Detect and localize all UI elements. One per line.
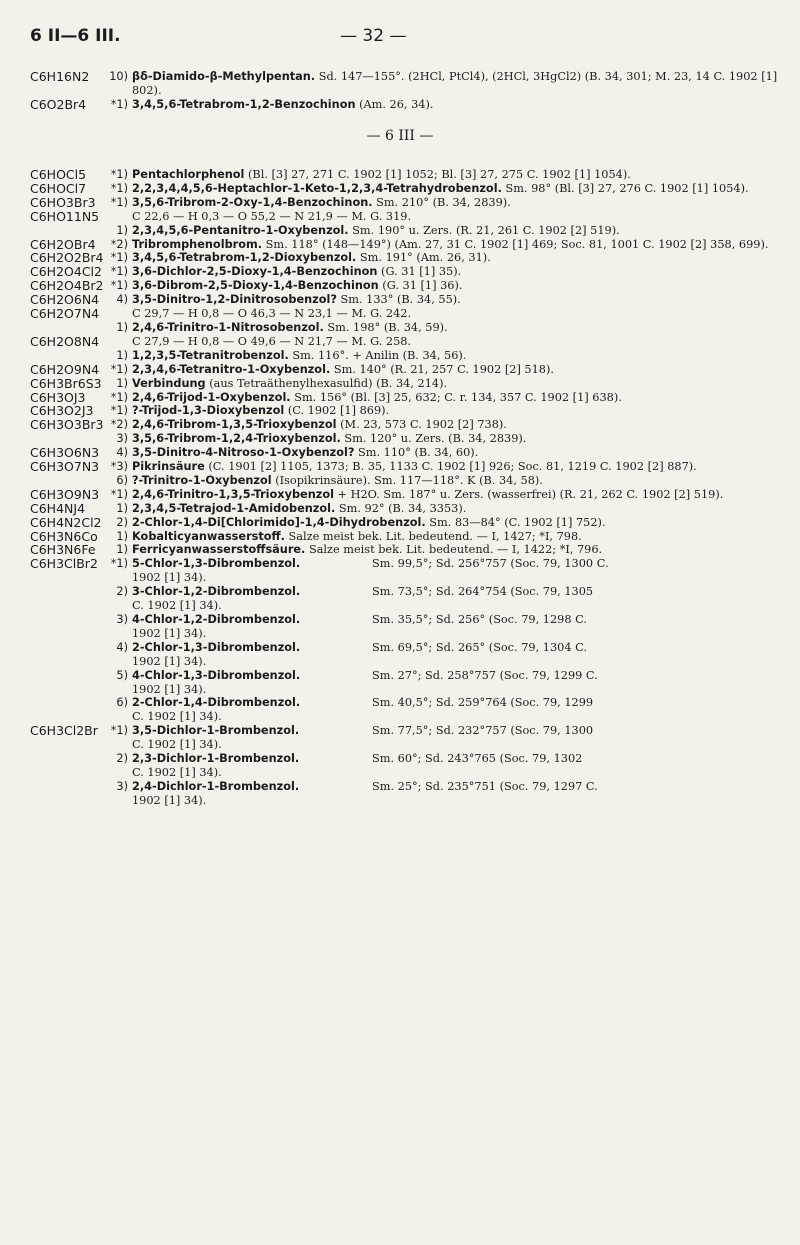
item-number: *1) xyxy=(110,251,128,265)
compound-reference: C. 1902 [1] 34). xyxy=(132,765,222,779)
compound-details: Sm. 110° (B. 34, 60). xyxy=(354,446,479,460)
item-number: 4) xyxy=(116,293,128,307)
compound-details: Sm. 116°. + Anilin (B. 34, 56). xyxy=(288,348,467,362)
formula-entry xyxy=(30,530,780,544)
compound-item xyxy=(106,182,780,196)
compound-details: Salze meist bek. Lit. bedeutend. — I, 1427; *I, 798. xyxy=(284,529,582,543)
compound-list xyxy=(106,530,780,544)
formula-entry xyxy=(30,293,780,307)
item-number: 2) xyxy=(116,515,128,529)
compound-item xyxy=(106,98,780,112)
compound-item xyxy=(106,641,780,669)
formula-entry xyxy=(30,557,780,724)
item-number: *1) xyxy=(110,168,128,181)
compound-list xyxy=(106,724,780,807)
compound-item xyxy=(106,279,780,293)
compound-list xyxy=(106,543,780,557)
item-number: 2) xyxy=(116,585,128,599)
formula-entry xyxy=(30,279,780,293)
compound-list xyxy=(106,182,780,196)
item-text xyxy=(132,251,780,265)
compound-details: Sm. 92° (B. 34, 3353). xyxy=(335,501,467,515)
formula-label: C6H3ClBr2 xyxy=(30,556,98,572)
compound-list xyxy=(106,196,780,210)
compound-item xyxy=(106,724,780,752)
compound-details: Sd. 147—155°. (2HCl, PtCl4), (2HCl, 3HgCl2) (B. 34, 301; M. 23, 14 C. 1902 [1] 802). xyxy=(132,70,778,97)
compound-name: 3,4,5,6-Tetrabrom-1,2-Benzochinon xyxy=(132,97,356,111)
compound-name: 2-Chlor-1,4-Di[Chlorimido]-1,4-Dihydrobenzol. xyxy=(132,515,426,529)
compound-details: C 29,7 — H 0,8 — O 46,3 — N 23,1 — M. G. 242. xyxy=(132,307,412,321)
item-text xyxy=(132,224,780,238)
compound-item xyxy=(106,613,780,641)
item-text xyxy=(132,474,780,488)
compound-details: + H2O. Sm. 187° u. Zers. (wasserfrei) (R. 21, 262 C. 1902 [2] 519). xyxy=(333,487,724,501)
formula-label: C6H4N2Cl2 xyxy=(30,514,102,530)
item-text xyxy=(132,460,780,474)
compound-item xyxy=(106,488,780,502)
compound-list xyxy=(106,488,780,502)
page-section-range: 6 II—6 III. xyxy=(30,26,121,46)
compound-reference: C. 1902 [1] 34). xyxy=(132,738,222,752)
item-number: *1) xyxy=(110,279,128,293)
formula-entry xyxy=(30,335,780,363)
compound-details: (Bl. [3] 27, 271 C. 1902 [1] 1052; Bl. [3] 27, 275 C. 1902 [1] 1054). xyxy=(244,168,631,181)
formula-entry xyxy=(30,182,780,196)
compound-name: 3,6-Dibrom-2,5-Dioxy-1,4-Benzochinon xyxy=(132,279,379,293)
compound-name: 2-Chlor-1,3-Dibrombenzol. xyxy=(132,640,301,654)
item-number: 1) xyxy=(116,348,128,362)
compound-details: Sm. 133° (B. 34, 55). xyxy=(336,293,461,307)
formula-label: C6H16N2 xyxy=(30,69,90,84)
formula-entry xyxy=(30,168,780,182)
compound-list xyxy=(106,391,780,405)
item-text xyxy=(132,363,780,377)
compound-name: ?-Trijod-1,3-Dioxybenzol xyxy=(132,404,285,418)
compound-details: Salze meist bek. Lit. bedeutend. — I, 1422; *I, 796. xyxy=(305,543,603,557)
compound-name: 2,3,4,5,6-Pentanitro-1-Oxybenzol. xyxy=(132,223,349,237)
compound-item xyxy=(106,363,780,377)
item-text xyxy=(132,210,780,224)
compound-details: Sm. 156° (Bl. [3] 25, 632; C. r. 134, 357 C. 1902 [1] 638). xyxy=(290,390,622,404)
compound-list xyxy=(106,279,780,293)
compound-name: Verbindung xyxy=(132,376,206,390)
compound-reference: C. 1902 [1] 34). xyxy=(132,599,222,613)
formula-label: C6H2O9N4 xyxy=(30,361,100,377)
compound-item xyxy=(106,307,780,321)
item-number: 6) xyxy=(116,473,128,487)
compound-name: 3,5,6-Tribrom-2-Oxy-1,4-Benzochinon. xyxy=(132,195,373,209)
compound-item xyxy=(106,321,780,335)
compound-list xyxy=(106,168,780,182)
formula-label: C6O2Br4 xyxy=(30,96,87,112)
compound-name: Kobalticyanwasserstoff. xyxy=(132,529,285,543)
formula-label: C6H4NJ4 xyxy=(30,500,86,516)
item-number: *1) xyxy=(110,390,128,404)
compound-name: 3,5,6-Tribrom-1,2,4-Trioxybenzol. xyxy=(132,432,341,446)
item-number: *1) xyxy=(110,195,128,209)
item-text xyxy=(132,70,780,98)
compound-item xyxy=(106,251,780,265)
compound-list xyxy=(106,70,780,98)
compound-item xyxy=(106,446,780,460)
page-header xyxy=(30,26,760,56)
item-text xyxy=(132,585,780,613)
item-number: 1) xyxy=(116,543,128,557)
item-text xyxy=(132,335,780,349)
formula-entry xyxy=(30,377,780,391)
formula-entry xyxy=(30,363,780,377)
compound-name: Ferricyanwasserstoffsäure. xyxy=(132,543,306,557)
main-entries xyxy=(30,168,780,808)
item-number: *2) xyxy=(110,418,128,432)
compound-name: 2,4,6-Trijod-1-Oxybenzol. xyxy=(132,390,291,404)
compound-list xyxy=(106,377,780,391)
compound-reference: 1902 [1] 34). xyxy=(132,682,207,696)
formula-entry xyxy=(30,391,780,405)
compound-list xyxy=(106,502,780,516)
formula-label: C6H3Cl2Br xyxy=(30,723,98,739)
compound-item xyxy=(106,196,780,210)
compound-reference: 1902 [1] 34). xyxy=(132,626,207,640)
compound-name: 2,4-Dichlor-1-Brombenzol. xyxy=(132,779,300,793)
compound-name: Pikrinsäure xyxy=(132,460,205,474)
compound-item xyxy=(106,391,780,405)
compound-item xyxy=(106,265,780,279)
compound-reference: 1902 [1] 34). xyxy=(132,793,207,807)
item-number: 1) xyxy=(116,223,128,237)
compound-data: Sm. 73,5°; Sd. 264°754 (Soc. 79, 1305 xyxy=(372,585,594,599)
page-number: — 32 — xyxy=(340,26,407,46)
compound-name: ?-Trinitro-1-Oxybenzol xyxy=(132,473,272,487)
compound-list xyxy=(106,363,780,377)
compound-name: Tribromphenolbrom. xyxy=(132,237,263,251)
compound-item xyxy=(106,335,780,349)
compound-name: 5-Chlor-1,3-Dibrombenzol. xyxy=(132,557,301,571)
compound-name: 2,4,6-Trinitro-1-Nitrosobenzol. xyxy=(132,320,324,334)
formula-label: C6HOCl5 xyxy=(30,167,87,182)
compound-details: (G. 31 [1] 35). xyxy=(377,265,462,279)
item-text xyxy=(132,502,780,516)
formula-label: C6H2O6N4 xyxy=(30,292,100,308)
top-entries xyxy=(30,70,780,112)
compound-list xyxy=(106,404,780,418)
item-number: 3) xyxy=(116,779,128,793)
compound-item xyxy=(106,404,780,418)
formula-entry xyxy=(30,724,780,807)
item-number xyxy=(106,210,132,224)
compound-item xyxy=(106,168,780,182)
item-number: *1) xyxy=(110,265,128,279)
item-text xyxy=(132,418,780,432)
compound-name: 3,5-Dichlor-1-Brombenzol. xyxy=(132,724,300,738)
item-number: *1) xyxy=(110,724,128,738)
compound-list xyxy=(106,307,780,335)
compound-name: βδ-Diamido-β-Methylpentan. xyxy=(132,70,316,83)
compound-details: Sm. 191° (Am. 26, 31). xyxy=(356,251,491,265)
item-number: 4) xyxy=(116,640,128,654)
formula-entry xyxy=(30,418,780,446)
compound-item xyxy=(106,460,780,474)
compound-details: Sm. 210° (B. 34, 2839). xyxy=(372,195,511,209)
item-number: 4) xyxy=(116,446,128,460)
compound-details: (C. 1902 [1] 869). xyxy=(284,404,390,418)
item-number: 3) xyxy=(116,613,128,626)
formula-label: C6H2O2Br4 xyxy=(30,250,104,266)
item-number: *1) xyxy=(110,181,128,195)
compound-name: 2,4,6-Tribrom-1,3,5-Trioxybenzol xyxy=(132,418,337,432)
compound-item xyxy=(106,502,780,516)
item-number: *1) xyxy=(110,404,128,418)
compound-item xyxy=(106,696,780,724)
compound-list xyxy=(106,238,780,252)
compound-name: 2,3,4,6-Tetranitro-1-Oxybenzol. xyxy=(132,362,331,376)
compound-item xyxy=(106,70,780,98)
compound-reference: C. 1902 [1] 34). xyxy=(132,710,222,724)
compound-name: 2-Chlor-1,4-Dibrombenzol. xyxy=(132,696,301,710)
formula-label: C6H2O7N4 xyxy=(30,306,100,322)
item-text xyxy=(132,516,780,530)
compound-item xyxy=(106,474,780,488)
item-text xyxy=(132,196,780,210)
formula-entry xyxy=(30,98,780,112)
compound-details: Sm. 190° u. Zers. (R. 21, 261 C. 1902 [2] 519). xyxy=(348,223,620,237)
item-number: *2) xyxy=(110,237,128,251)
item-text xyxy=(132,238,780,252)
compound-list xyxy=(106,460,780,488)
compound-data: Sm. 77,5°; Sd. 232°757 (Soc. 79, 1300 xyxy=(372,724,594,738)
formula-entry xyxy=(30,307,780,335)
compound-item xyxy=(106,557,780,585)
compound-reference: 1902 [1] 34). xyxy=(132,571,207,585)
compound-item xyxy=(106,669,780,697)
formula-label: C6HOCl7 xyxy=(30,180,87,196)
compound-details: (C. 1901 [2] 1105, 1373; B. 35, 1133 C. 1902 [1] 926; Soc. 81, 1219 C. 1902 [2] 887). xyxy=(204,460,697,474)
compound-details: Sm. 83—84° (C. 1902 [1] 752). xyxy=(425,515,606,529)
compound-item xyxy=(106,210,780,224)
formula-entry xyxy=(30,265,780,279)
formula-entry xyxy=(30,460,780,488)
item-number: 10) xyxy=(109,70,128,83)
item-number: 1) xyxy=(116,529,128,543)
formula-label: C6HO3Br3 xyxy=(30,194,96,210)
compound-item xyxy=(106,377,780,391)
compound-details: Sm. 120° u. Zers. (B. 34, 2839). xyxy=(340,432,527,446)
compound-name: 2,3-Dichlor-1-Brombenzol. xyxy=(132,752,300,766)
item-number: *1) xyxy=(110,557,128,571)
item-text xyxy=(132,307,780,321)
compound-list xyxy=(106,98,780,112)
compound-details: Sm. 98° (Bl. [3] 27, 276 C. 1902 [1] 1054). xyxy=(501,181,749,195)
item-text xyxy=(132,780,780,808)
formula-label: C6H3Br6S3 xyxy=(30,375,102,391)
compound-data: Sm. 27°; Sd. 258°757 (Soc. 79, 1299 C. xyxy=(372,668,598,682)
item-number: 3) xyxy=(116,432,128,446)
formula-entry xyxy=(30,196,780,210)
formula-entry xyxy=(30,238,780,252)
compound-item xyxy=(106,293,780,307)
formula-entry xyxy=(30,404,780,418)
formula-label: C6H3O7N3 xyxy=(30,459,100,475)
formula-entry xyxy=(30,516,780,530)
compound-item xyxy=(106,530,780,544)
item-text xyxy=(132,279,780,293)
item-text xyxy=(132,557,780,585)
formula-label: C6H2O4Cl2 xyxy=(30,264,102,280)
compound-name: 3,4,5,6-Tetrabrom-1,2-Dioxybenzol. xyxy=(132,251,357,265)
compound-list xyxy=(106,557,780,724)
item-text xyxy=(132,432,780,446)
formula-label: C6H3O3Br3 xyxy=(30,417,104,433)
item-number xyxy=(106,307,132,321)
compound-list xyxy=(106,265,780,279)
formula-label: C6H3OJ3 xyxy=(30,389,86,405)
formula-label: C6H3O9N3 xyxy=(30,486,100,502)
formula-entry xyxy=(30,210,780,238)
formula-entry xyxy=(30,70,780,98)
item-text xyxy=(132,293,780,307)
item-text xyxy=(132,265,780,279)
compound-name: 3,5-Dinitro-4-Nitroso-1-Oxybenzol? xyxy=(132,446,355,460)
item-text xyxy=(132,446,780,460)
compound-name: 2,3,4,5-Tetrajod-1-Amidobenzol. xyxy=(132,501,336,515)
compound-item xyxy=(106,224,780,238)
compound-name: 3,5-Dinitro-1,2-Dinitrosobenzol? xyxy=(132,293,337,307)
formula-label: C6H2OBr4 xyxy=(30,236,96,252)
compound-details: Sm. 118° (148—149°) (Am. 27, 31 C. 1902 [1] 469; Soc. 81, 1001 C. 1902 [2] 358, 699). xyxy=(262,237,769,251)
formula-entry xyxy=(30,543,780,557)
compound-item xyxy=(106,543,780,557)
item-number: 1) xyxy=(116,376,128,390)
item-text xyxy=(132,724,780,752)
compound-list xyxy=(106,516,780,530)
item-text xyxy=(132,349,780,363)
compound-item xyxy=(106,780,780,808)
item-text xyxy=(132,321,780,335)
compound-item xyxy=(106,432,780,446)
compound-name: 3-Chlor-1,2-Dibrombenzol. xyxy=(132,585,301,599)
formula-entry xyxy=(30,251,780,265)
compound-reference: 1902 [1] 34). xyxy=(132,654,207,668)
formula-entry xyxy=(30,502,780,516)
item-number: *1) xyxy=(110,362,128,376)
compound-list xyxy=(106,335,780,363)
compound-details: Sm. 198° (B. 34, 59). xyxy=(323,320,448,334)
compound-details: (G. 31 [1] 36). xyxy=(378,279,463,293)
compound-details: Sm. 140° (R. 21, 257 C. 1902 [2] 518). xyxy=(330,362,554,376)
item-text xyxy=(132,613,780,641)
item-text xyxy=(132,377,780,391)
item-text xyxy=(132,543,780,557)
compound-details: (M. 23, 573 C. 1902 [2] 738). xyxy=(336,418,507,432)
compound-name: 3,6-Dichlor-2,5-Dioxy-1,4-Benzochinon xyxy=(132,265,378,279)
compound-name: 2,4,6-Trinitro-1,3,5-Trioxybenzol xyxy=(132,487,334,501)
formula-entry xyxy=(30,488,780,502)
item-text xyxy=(132,752,780,780)
compound-list xyxy=(106,418,780,446)
formula-label: C6H2O4Br2 xyxy=(30,278,104,294)
formula-label: C6H3N6Co xyxy=(30,528,98,544)
compound-details: C 27,9 — H 0,8 — O 49,6 — N 21,7 — M. G. 258. xyxy=(132,334,412,348)
item-number: *1) xyxy=(110,97,128,111)
item-text xyxy=(132,696,780,724)
compound-data: Sm. 35,5°; Sd. 256° (Soc. 79, 1298 C. xyxy=(372,613,587,626)
item-text xyxy=(132,98,780,112)
compound-item xyxy=(106,418,780,432)
item-number: 1) xyxy=(116,501,128,515)
section-title: — 6 III — xyxy=(366,128,434,144)
compound-data: Sm. 99,5°; Sd. 256°757 (Soc. 79, 1300 C. xyxy=(372,557,609,571)
item-text xyxy=(132,641,780,669)
compound-item xyxy=(106,349,780,363)
compound-list xyxy=(106,210,780,238)
item-number: *3) xyxy=(110,460,128,474)
item-text xyxy=(132,669,780,697)
formula-label: C6H3N6Fe xyxy=(30,542,96,558)
compound-data: Sm. 60°; Sd. 243°765 (Soc. 79, 1302 xyxy=(372,752,583,766)
item-number: 6) xyxy=(116,696,128,710)
compound-data: Sm. 25°; Sd. 235°751 (Soc. 79, 1297 C. xyxy=(372,779,598,793)
item-text xyxy=(132,168,780,182)
compound-item xyxy=(106,238,780,252)
compound-list xyxy=(106,251,780,265)
compound-item xyxy=(106,585,780,613)
item-number xyxy=(106,335,132,349)
item-text xyxy=(132,530,780,544)
compound-name: 1,2,3,5-Tetranitrobenzol. xyxy=(132,348,289,362)
compound-name: 4-Chlor-1,2-Dibrombenzol. xyxy=(132,613,301,626)
item-text xyxy=(132,182,780,196)
item-number: 1) xyxy=(116,320,128,334)
item-number: *1) xyxy=(110,487,128,501)
item-number: 2) xyxy=(116,752,128,766)
compound-data: Sm. 69,5°; Sd. 265° (Soc. 79, 1304 C. xyxy=(372,640,587,654)
formula-entry xyxy=(30,446,780,460)
compound-name: 2,2,3,4,4,5,6-Heptachlor-1-Keto-1,2,3,4-Tetrahydrobenzol. xyxy=(132,181,502,195)
compound-name: Pentachlorphenol xyxy=(132,168,245,181)
compound-item xyxy=(106,516,780,530)
item-number: 5) xyxy=(116,668,128,682)
formula-label: C6H2O8N4 xyxy=(30,333,100,349)
formula-label: C6H3O6N3 xyxy=(30,445,100,461)
compound-name: 4-Chlor-1,3-Dibrombenzol. xyxy=(132,668,301,682)
item-text xyxy=(132,488,780,502)
compound-details: (Am. 26, 34). xyxy=(355,97,434,111)
compound-data: Sm. 40,5°; Sd. 259°764 (Soc. 79, 1299 xyxy=(372,696,594,710)
compound-details: (Isopikrinsäure). Sm. 117—118°. K (B. 34, 58). xyxy=(271,473,543,487)
compound-list xyxy=(106,446,780,460)
compound-details: C 22,6 — H 0,3 — O 55,2 — N 21,9 — M. G. 319. xyxy=(132,209,412,223)
compound-item xyxy=(106,752,780,780)
item-text xyxy=(132,391,780,405)
compound-details: (aus Tetraäthenylhexasulfid) (B. 34, 214). xyxy=(205,376,448,390)
formula-label: C6H3O2J3 xyxy=(30,403,94,419)
compound-list xyxy=(106,293,780,307)
item-text xyxy=(132,404,780,418)
formula-label: C6HO11N5 xyxy=(30,208,100,224)
